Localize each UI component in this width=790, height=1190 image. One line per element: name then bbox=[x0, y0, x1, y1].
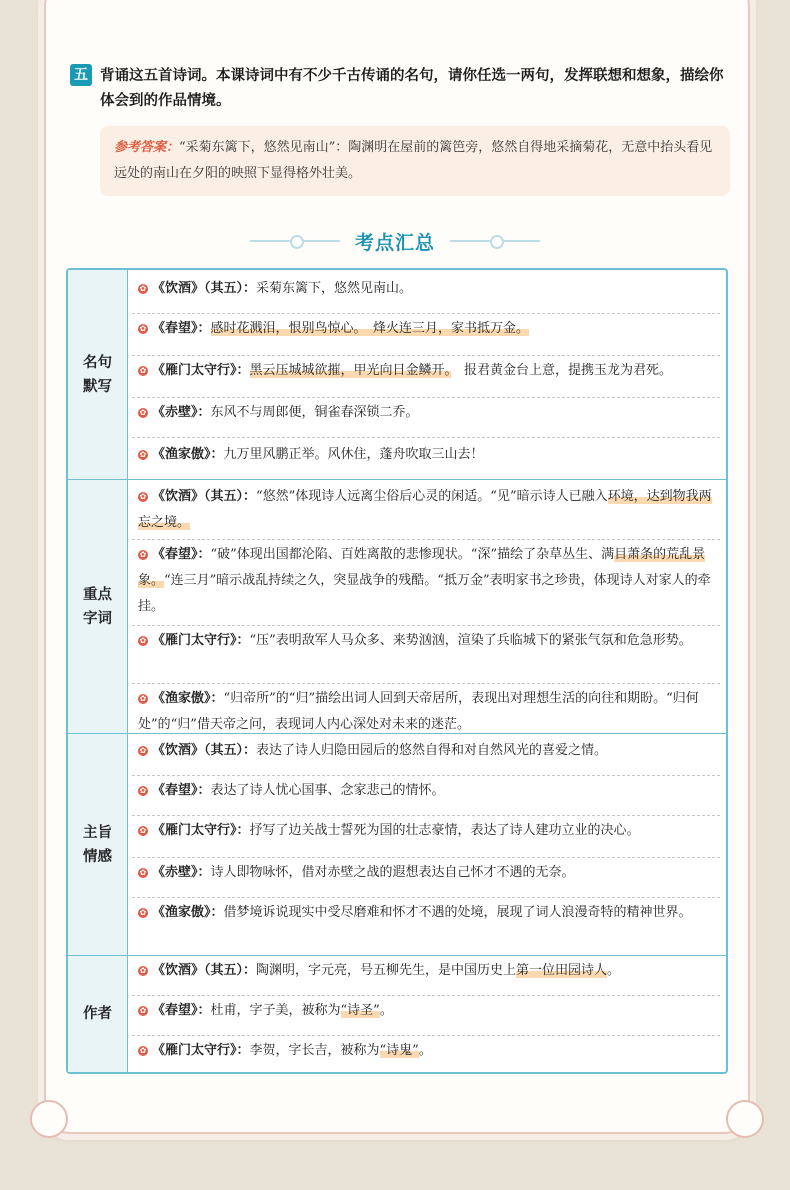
bullet-icon: ✿ bbox=[139, 868, 147, 877]
table-row: ✿ 《赤壁》：诗人即物咏怀，借对赤壁之战的遐想表达自己怀才不遇的无奈。 bbox=[132, 860, 720, 898]
table-group-author bbox=[68, 955, 726, 1072]
bullet-icon: ✿ bbox=[139, 908, 147, 917]
question-text: 背诵这五首诗词。本课诗词中有不少千古传诵的名句，请你任选一两句，发挥联想和想象，描绘你体会到的作品情境。 bbox=[100, 68, 724, 109]
summary-table bbox=[66, 268, 728, 1074]
group-label: 名句默写 bbox=[68, 270, 128, 479]
table-group-key-words bbox=[68, 479, 726, 733]
bullet-icon: ✿ bbox=[139, 492, 147, 501]
table-row: ✿ 《春望》：“破”体现出国都沦陷、百姓离散的悲惨现状。“深”描绘了杂草丛生、满目萧条的荒乱景象。“连三月”暗示战乱持续之久，突显战争的残酷。“抵万金”表明家书之珍贵，体现诗人对家人的牵挂。 bbox=[132, 542, 720, 626]
bullet-icon: ✿ bbox=[139, 324, 147, 333]
corner-ornament bbox=[30, 1100, 68, 1138]
bullet-icon: ✿ bbox=[139, 966, 147, 975]
table-row: ✿ 《春望》：表达了诗人忧心国事、念家悲己的情怀。 bbox=[132, 778, 720, 816]
table-row: ✿ 《雁门太守行》：黑云压城城欲摧，甲光向日金鳞开。 报君黄金台上意，提携玉龙为君死。 bbox=[132, 358, 720, 398]
bullet-icon: ✿ bbox=[139, 746, 147, 755]
bullet-icon: ✿ bbox=[139, 826, 147, 835]
table-row: ✿ 《雁门太守行》：抒写了边关战士誓死为国的壮志豪情，表达了诗人建功立业的决心。 bbox=[132, 818, 720, 858]
table-group-famous-lines bbox=[68, 270, 726, 479]
reference-answer-box bbox=[100, 126, 730, 196]
table-row: ✿ 《渔家傲》：“归帝所”的“归”描绘出词人回到天帝居所，表现出对理想生活的向往和期盼。“归何处”的“归”借天帝之问，表现词人内心深处对未来的迷茫。 bbox=[138, 691, 699, 732]
table-row: ✿ 《饮酒》（其五）：“悠然”体现诗人远离尘俗后心灵的闲适。“见”暗示诗人已融入环境，达到物我两忘之境。 bbox=[132, 484, 720, 540]
question-number-badge: 五 bbox=[70, 64, 92, 86]
table-row: ✿ 《赤壁》：东风不与周郎便，铜雀春深锁二乔。 bbox=[132, 400, 720, 438]
reference-answer-text bbox=[114, 135, 718, 187]
table-row: ✿ 《渔家傲》：九万里风鹏正举。风休住，蓬舟吹取三山去！ bbox=[139, 447, 484, 462]
group-label: 作者 bbox=[68, 956, 128, 1072]
group-label: 重点字词 bbox=[68, 480, 128, 733]
bullet-icon: ✿ bbox=[139, 550, 147, 559]
table-row: ✿ 《饮酒》（其五）：采菊东篱下，悠然见南山。 bbox=[132, 276, 720, 314]
bullet-icon: ✿ bbox=[139, 1006, 147, 1015]
table-row: ✿ 《春望》：感时花溅泪，恨别鸟惊心。 烽火连三月，家书抵万金。 bbox=[132, 316, 720, 356]
bullet-icon: ✿ bbox=[139, 786, 147, 795]
table-row: ✿ 《饮酒》（其五）：表达了诗人归隐田园后的悠然自得和对自然风光的喜爱之情。 bbox=[132, 738, 720, 776]
table-group-theme-emotion bbox=[68, 733, 726, 955]
reference-answer-content: “采菊东篱下，悠然见南山”：陶渊明在屋前的篱笆旁，悠然自得地采摘菊花，无意中抬头看见远处的南山在夕阳的映照下显得格外壮美。 bbox=[114, 140, 713, 181]
bullet-icon: ✿ bbox=[139, 694, 147, 703]
group-label: 主旨情感 bbox=[68, 734, 128, 955]
table-row: ✿ 《雁门太守行》：“压”表明敌军人马众多、来势汹汹，渲染了兵临城下的紧张气氛和危急形势。 bbox=[132, 628, 720, 684]
bullet-icon: ✿ bbox=[139, 1046, 147, 1055]
bullet-icon: ✿ bbox=[139, 366, 147, 375]
table-row: ✿ 《雁门太守行》：李贺，字长吉，被称为“诗鬼”。 bbox=[139, 1043, 432, 1058]
reference-answer-label: 参考答案： bbox=[114, 140, 180, 155]
bullet-icon: ✿ bbox=[139, 284, 147, 293]
bullet-icon: ✿ bbox=[139, 636, 147, 645]
corner-ornament bbox=[726, 1100, 764, 1138]
bullet-icon: ✿ bbox=[139, 450, 147, 459]
section-title bbox=[0, 228, 790, 255]
table-row: ✿ 《饮酒》（其五）：陶渊明，字元亮，号五柳先生，是中国历史上第一位田园诗人。 bbox=[132, 958, 720, 996]
section-title-text: 考点汇总 bbox=[354, 232, 435, 254]
bullet-icon: ✿ bbox=[139, 408, 147, 417]
table-row: ✿ 《渔家傲》：借梦境诉说现实中受尽磨难和怀才不遇的处境，展现了词人浪漫奇特的精神世界。 bbox=[139, 905, 692, 920]
table-row: ✿ 《春望》：杜甫，字子美，被称为“诗圣”。 bbox=[132, 998, 720, 1036]
